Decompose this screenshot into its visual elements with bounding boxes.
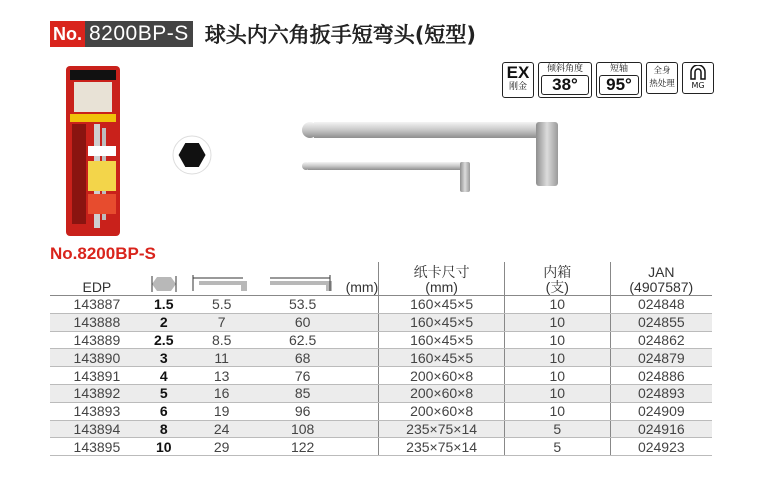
size-cell: 3	[144, 349, 184, 367]
magnet-badge	[682, 62, 714, 94]
card-size-unit: (mm)	[425, 279, 458, 295]
long-arm-cell: 53.5	[260, 296, 346, 314]
edp-cell: 143888	[50, 313, 144, 331]
inner-box-cell: 10	[504, 384, 610, 402]
spacer-cell	[346, 367, 379, 385]
short-arm-cell: 13	[184, 367, 260, 385]
wrench-illustration	[296, 108, 586, 200]
edp-cell: 143889	[50, 331, 144, 349]
ex-badge-text: EX	[506, 63, 530, 82]
edp-header-label: EDP	[82, 279, 112, 295]
col-header-card-size	[379, 262, 505, 296]
jan-cell: 024893	[610, 384, 712, 402]
spacer-cell	[346, 313, 379, 331]
col-header-edp	[50, 262, 144, 296]
inner-box-label: 内箱	[543, 264, 572, 280]
edp-cell: 143893	[50, 402, 144, 420]
spacer-cell	[346, 402, 379, 420]
size-cell: 6	[144, 402, 184, 420]
long-arm-cell: 122	[260, 438, 346, 456]
long-arm-dimension-icon	[268, 274, 338, 295]
jan-cell: 024855	[610, 313, 712, 331]
col-header-short-arm	[184, 262, 260, 296]
inner-box-cell: 10	[504, 313, 610, 331]
shaft-label: 短轴	[609, 64, 628, 74]
card-size-cell: 160×45×5	[379, 349, 505, 367]
model-number: 8200BP-S	[85, 21, 193, 47]
table-title: No.8200BP-S	[50, 244, 156, 263]
hex-size-icon	[151, 276, 177, 295]
inner-box-cell: 5	[504, 438, 610, 456]
card-size-cell: 200×60×8	[379, 384, 505, 402]
ex-badge-subtext: 刚金	[508, 82, 527, 92]
edp-cell: 143887	[50, 296, 144, 314]
col-header-size	[144, 262, 184, 296]
table-row	[50, 313, 712, 331]
inner-box-unit: (支)	[545, 279, 569, 295]
short-arm-cell: 5.5	[184, 296, 260, 314]
spec-table-body	[50, 296, 712, 456]
magnet-label: MG	[691, 81, 705, 90]
spec-table	[50, 262, 712, 456]
size-cell: 10	[144, 438, 184, 456]
long-arm-cell: 108	[260, 420, 346, 438]
card-size-cell: 160×45×5	[379, 331, 505, 349]
table-row	[50, 296, 712, 314]
inner-box-cell: 5	[504, 420, 610, 438]
spacer-cell	[346, 296, 379, 314]
shaft-value: 95°	[599, 75, 639, 95]
short-arm-cell: 19	[184, 402, 260, 420]
edp-cell: 143895	[50, 438, 144, 456]
inner-box-cell: 10	[504, 349, 610, 367]
card-size-cell: 235×75×14	[379, 438, 505, 456]
magnet-icon	[687, 65, 709, 81]
jan-cell: 024909	[610, 402, 712, 420]
edp-cell: 143894	[50, 420, 144, 438]
size-cell: 2	[144, 313, 184, 331]
ex-steel-badge	[502, 62, 534, 98]
edp-cell: 143890	[50, 349, 144, 367]
short-arm-cell: 16	[184, 384, 260, 402]
jan-cell: 024923	[610, 438, 712, 456]
spacer-cell	[346, 420, 379, 438]
table-row	[50, 438, 712, 456]
card-size-cell: 160×45×5	[379, 313, 505, 331]
col-header-mm	[346, 262, 379, 296]
size-cell: 4	[144, 367, 184, 385]
feature-badges	[502, 62, 714, 98]
heat-line-2: 热处理	[649, 79, 675, 89]
jan-prefix: (4907587)	[629, 279, 694, 295]
short-arm-cell: 7	[184, 313, 260, 331]
card-size-label: 纸卡尺寸	[413, 264, 470, 280]
short-arm-cell: 29	[184, 438, 260, 456]
angle-value: 38°	[541, 75, 589, 95]
model-no-prefix: No.	[50, 21, 85, 47]
table-row	[50, 402, 712, 420]
spacer-cell	[346, 438, 379, 456]
edp-cell: 143891	[50, 367, 144, 385]
card-size-cell: 200×60×8	[379, 367, 505, 385]
page-title: 球头内六角扳手短弯头(短型)	[204, 23, 476, 47]
long-arm-cell: 96	[260, 402, 346, 420]
long-arm-cell: 68	[260, 349, 346, 367]
jan-cell: 024916	[610, 420, 712, 438]
heat-line-1: 全身	[653, 66, 671, 76]
spacer-cell	[346, 384, 379, 402]
long-arm-cell: 62.5	[260, 331, 346, 349]
table-row	[50, 349, 712, 367]
card-size-cell: 235×75×14	[379, 420, 505, 438]
short-arm-cell: 8.5	[184, 331, 260, 349]
long-arm-cell: 60	[260, 313, 346, 331]
col-header-long-arm	[260, 262, 346, 296]
size-cell: 2.5	[144, 331, 184, 349]
inner-box-cell: 10	[504, 331, 610, 349]
size-cell: 1.5	[144, 296, 184, 314]
heat-treatment-badge	[646, 62, 678, 94]
inner-box-cell: 10	[504, 296, 610, 314]
size-cell: 8	[144, 420, 184, 438]
model-badge	[50, 21, 193, 47]
short-arm-cell: 24	[184, 420, 260, 438]
col-header-jan	[610, 262, 712, 296]
page-header	[50, 20, 476, 48]
spacer-cell	[346, 349, 379, 367]
inner-box-cell: 10	[504, 367, 610, 385]
jan-cell: 024886	[610, 367, 712, 385]
hex-socket-icon	[170, 135, 214, 175]
size-cell: 5	[144, 384, 184, 402]
jan-cell: 024848	[610, 296, 712, 314]
table-row	[50, 420, 712, 438]
edp-cell: 143892	[50, 384, 144, 402]
mm-unit-label: (mm)	[345, 279, 379, 295]
spacer-cell	[346, 331, 379, 349]
long-arm-cell: 76	[260, 367, 346, 385]
angle-label: 倾斜角度	[546, 64, 583, 74]
long-arm-cell: 85	[260, 384, 346, 402]
col-header-inner-box	[504, 262, 610, 296]
short-shaft-badge	[596, 62, 642, 98]
angle-badge	[538, 62, 592, 98]
card-size-cell: 200×60×8	[379, 402, 505, 420]
jan-label: JAN	[648, 264, 675, 280]
jan-cell: 024862	[610, 331, 712, 349]
short-arm-cell: 11	[184, 349, 260, 367]
product-package-image	[64, 66, 122, 236]
table-row	[50, 367, 712, 385]
table-header-row	[50, 262, 712, 296]
table-row	[50, 331, 712, 349]
jan-cell: 024879	[610, 349, 712, 367]
table-row	[50, 384, 712, 402]
inner-box-cell: 10	[504, 402, 610, 420]
short-arm-dimension-icon	[191, 274, 253, 295]
card-size-cell: 160×45×5	[379, 296, 505, 314]
